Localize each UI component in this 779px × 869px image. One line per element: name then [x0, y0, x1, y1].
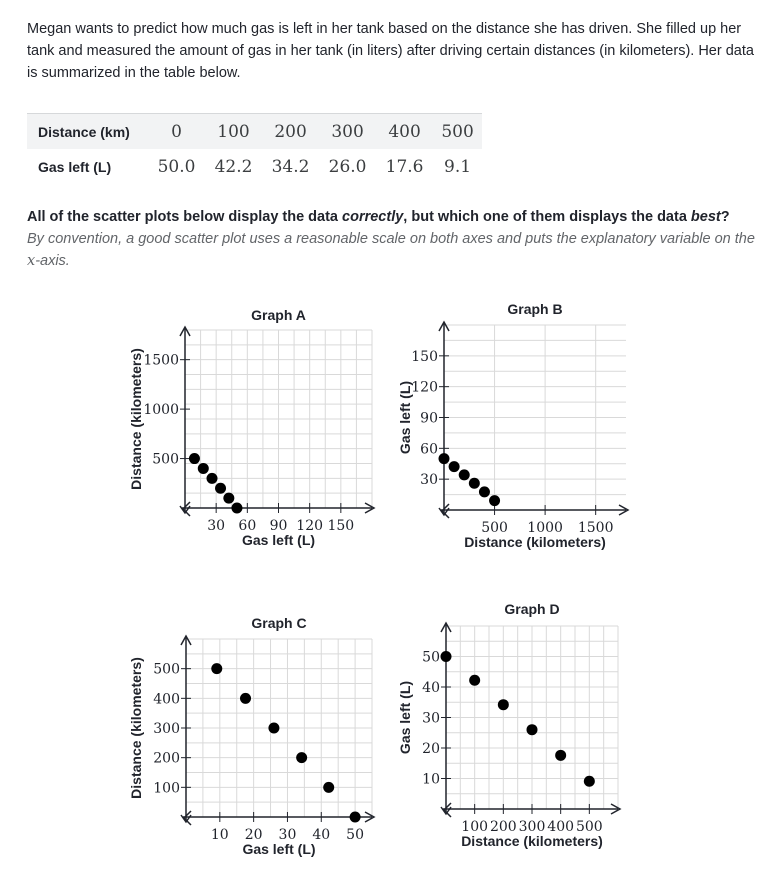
table-cell: 500 — [433, 114, 482, 150]
x-axis-label: Distance (kilometers) — [464, 534, 606, 550]
data-point — [240, 693, 251, 704]
data-point — [555, 750, 566, 761]
x-tick-label: 120 — [296, 518, 324, 534]
y-tick-label: 10 — [422, 771, 440, 788]
y-tick-label: 120 — [411, 379, 438, 396]
y-tick-label: 40 — [422, 680, 440, 696]
table-cell: 400 — [376, 114, 433, 150]
question-part: , but which one of them displays the data — [403, 209, 691, 225]
x-tick-label: 300 — [518, 819, 546, 835]
y-tick-label: 400 — [153, 691, 180, 708]
y-axis-label: Distance (kilometers) — [128, 657, 144, 799]
y-tick-label: 300 — [153, 721, 180, 737]
y-tick-label: 1000 — [143, 402, 179, 419]
data-point — [498, 699, 509, 710]
data-point — [441, 651, 452, 662]
question-emphasis: correctly — [342, 209, 404, 225]
table-cell: 50.0 — [157, 156, 196, 177]
x-tick-label: 400 — [547, 819, 575, 835]
table-cell: 17.6 — [385, 156, 424, 177]
note-variable: x — [27, 253, 36, 269]
x-axis-label: Gas left (L) — [241, 532, 316, 548]
data-point — [469, 675, 480, 686]
graph-d — [397, 601, 620, 849]
data-point — [459, 469, 470, 480]
data-point — [296, 752, 307, 763]
data-point — [268, 723, 279, 734]
data-point — [439, 453, 450, 464]
y-axis-label: Gas left (L) — [397, 380, 413, 455]
table-cell: 34.2 — [271, 156, 310, 177]
intro-text: Megan wants to predict how much gas is left in her tank based on the distance she has driven. She filled up her tank and measured the amount of gas in her tank (in liters) after driving certain distances (in kilometers). Her data is summarized in the table below. — [27, 21, 754, 81]
note-part: By convention, a good scatter plot uses a reasonable scale on both axes and puts the explanatory variable on the — [27, 231, 755, 247]
data-point — [489, 495, 500, 506]
y-tick-label: 150 — [411, 348, 438, 365]
table-cell: 200 — [262, 114, 319, 150]
x-tick-label: 500 — [481, 520, 508, 536]
data-point — [479, 486, 490, 497]
data-point — [198, 463, 209, 474]
y-tick-label: 60 — [420, 441, 438, 458]
x-tick-label: 10 — [210, 827, 229, 843]
x-axis-arrow-left-icon — [184, 811, 191, 825]
y-tick-label: 30 — [420, 472, 438, 489]
question-part: All of the scatter plots below display the data — [27, 209, 343, 225]
x-axis-label: Gas left (L) — [242, 841, 316, 857]
data-point — [231, 503, 242, 514]
data-point — [211, 663, 222, 674]
question-emphasis: best — [690, 209, 721, 225]
graph-c — [128, 615, 374, 857]
data-point — [449, 461, 460, 472]
data-point — [207, 473, 218, 484]
row-label-distance: Distance (km) — [27, 114, 148, 150]
y-tick-label: 30 — [422, 710, 440, 727]
x-tick-label: 1000 — [527, 520, 563, 536]
x-tick-label: 60 — [238, 518, 257, 534]
x-tick-label: 200 — [489, 819, 517, 835]
x-tick-label: 500 — [575, 819, 603, 835]
graph-a — [128, 307, 374, 548]
chart-title: Graph D — [504, 601, 560, 617]
data-point — [189, 453, 200, 464]
x-tick-label: 50 — [346, 827, 365, 843]
y-tick-label: 500 — [153, 661, 180, 678]
data-point — [350, 812, 361, 823]
table-cell: 100 — [205, 114, 262, 150]
data-point — [527, 724, 538, 735]
y-axis-label: Distance (kilometers) — [128, 348, 144, 490]
row-label-gas: Gas left (L) — [38, 158, 112, 175]
y-tick-label: 90 — [420, 410, 438, 427]
chart-title: Graph B — [507, 301, 563, 317]
x-tick-label: 90 — [269, 518, 288, 534]
table-cell: 26.0 — [328, 156, 367, 177]
y-tick-label: 500 — [152, 451, 179, 468]
y-tick-label: 50 — [422, 649, 440, 666]
data-point — [584, 776, 595, 787]
data-point — [215, 483, 226, 494]
y-tick-label: 200 — [153, 750, 180, 767]
data-point — [323, 782, 334, 793]
table-cell: 42.2 — [214, 156, 253, 177]
table-cell: 300 — [319, 114, 376, 150]
graph-b — [397, 301, 628, 550]
chart-title: Graph C — [251, 615, 307, 631]
data-point — [469, 478, 480, 489]
x-tick-label: 40 — [312, 827, 331, 843]
question-part: ? — [720, 209, 730, 225]
x-axis-arrow-left-icon — [183, 502, 190, 516]
x-tick-label: 30 — [207, 518, 226, 534]
note-part: -axis. — [35, 253, 70, 269]
y-tick-label: 1500 — [143, 352, 179, 369]
x-axis-arrow-left-icon — [442, 504, 449, 518]
table-cell: 9.1 — [444, 156, 472, 177]
x-tick-label: 150 — [327, 518, 355, 534]
table-cell: 0 — [148, 114, 205, 150]
x-tick-label: 100 — [461, 819, 489, 835]
data-point — [223, 493, 234, 504]
y-tick-label: 20 — [422, 741, 440, 757]
y-axis-label: Gas left (L) — [397, 680, 413, 755]
y-tick-label: 100 — [153, 780, 180, 797]
chart-title: Graph A — [251, 307, 306, 323]
x-tick-label: 20 — [244, 827, 263, 843]
x-tick-label: 1500 — [577, 520, 614, 536]
x-axis-arrow-left-icon — [444, 803, 451, 817]
x-tick-label: 30 — [278, 827, 297, 843]
x-axis-label: Distance (kilometers) — [461, 833, 603, 849]
